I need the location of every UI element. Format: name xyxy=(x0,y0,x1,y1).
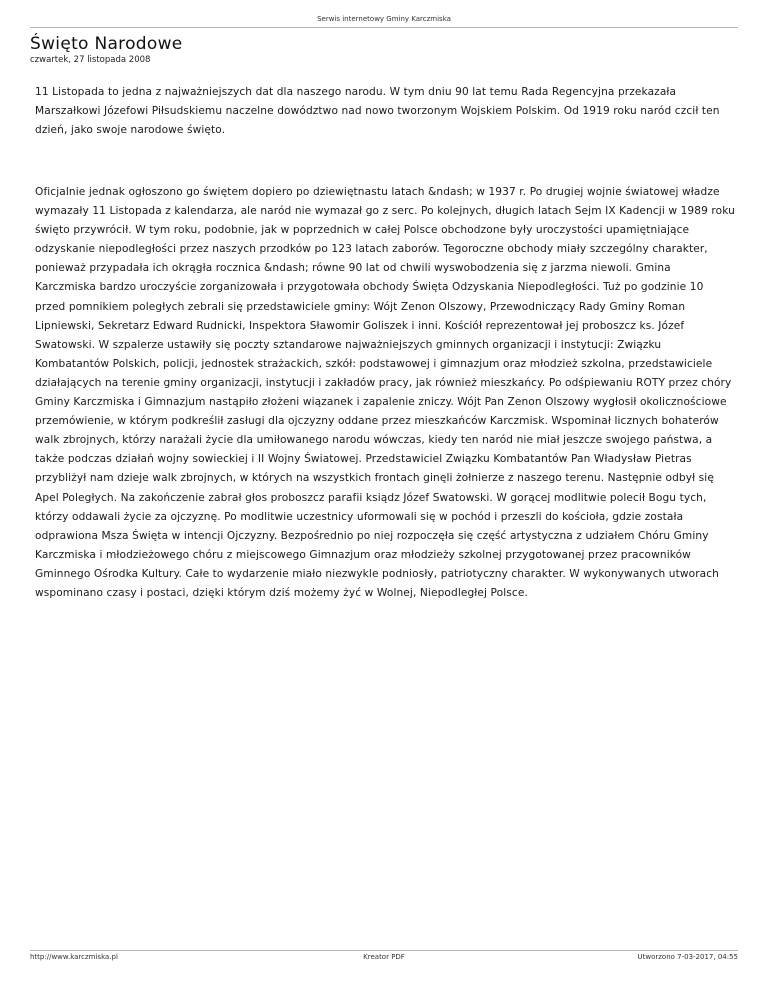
article-date: czwartek, 27 listopada 2008 xyxy=(30,55,151,65)
header-divider xyxy=(30,27,738,28)
article-paragraph-2: Oficjalnie jednak ogłoszono go świętem dopiero po dziewiętnastu latach &ndash; w 1937 r. Po drugiej wojnie światowej władze wymazały 11 Listopada z kalendarza, ale naród nie wymazał go z serc. Po kolejnych, długich latach Sejm IX Kadencji w 1989 roku święto przywrócił. W tym roku, podobnie, jak w poprzednich w całej Polsce obchodzone były uroczystości upamiętniające odzyskanie niepodległości przez naszych przodków po 123 latach zaborów. Tegoroczne obchody miały szczególny charakter, ponieważ przypadała ich okrągła rocznica &ndash; równe 90 lat od chwili wyswobodzenia się z jarzma niewoli. Gmina Karczmiska bardzo uroczyście zorganizowała i przygotowała obchody Święta Odzyskania Niepodległości. Tuż po godzinie 10 przed pomnikiem poległych zebrali się przedstawiciele gminy: Wójt Zenon Olszowy, Przewodniczący Rady Gminy Roman Lipniewski, Sekretarz Edward Rudnicki, Inspektora Sławomir Goliszek i inni. Kościół reprezentował jej proboszcz ks. Józef Swatowski. W szpalerze ustawiły się poczty sztandarowe najważniejszych gminnych organizacji i instytucji: Związku Kombatantów Polskich, policji, jednostek strażackich, szkół: podstawowej i gimnazjum oraz młodzież szkolna, przedstawiciele działających na terenie gminy organizacji, instytucji i zakładów pracy, jak również mieszkańcy. Po odśpiewaniu ROTY przez chóry Gminy Karczmiska i Gimnazjum nastąpiło złożeni wiązanek i zapalenie zniczy. Wójt Pan Zenon Olszowy wygłosił okolicznościowe przemówienie, w którym podkreślił zasługi dla ojczyzny oddane przez mieszkańców Karczmisk. Wspominał licznych bohaterów walk zbrojnych, którzy narażali życie dla umiłowanego narodu wówczas, kiedy ten naród nie miał jeszcze swojego państwa, a także podczas działań wojny sowieckiej i II Wojny Światowej. Przedstawiciel Związku Kombatantów Pan Władysław Pietras przybliżył nam dzieje walk zbrojnych, w których na wszystkich frontach ginęli żołnierze z naszego terenu. Następnie odbył się Apel Poległych. Na zakończenie zabrał głos proboszcz parafii ksiądz Józef Swatowski. W gorącej modlitwie polecił Bogu tych, którzy oddawali życie za ojczyznę. Po modlitwie uczestnicy uformowali się w pochód i przeszli do kościoła, gdzie została odprawiona Msza Święta w intencji Ojczyzny. Bezpośrednio po niej rozpoczęła się część artystyczna z udziałem Chóru Gminy Karczmiska i młodzieżowego chóru z miejscowego Gimnazjum oraz młodzieży szkolnej przygotowanej przez pracowników Gminnego Ośrodka Kultury. Całe to wydarzenie miało niezwykle podniosły, patriotyczny charakter. W wykonywanych utworach wspominano czasy i postaci, dzięki którym dziś możemy żyć w Wolnej, Niepodległej Polsce. xyxy=(35,186,735,599)
footer-generator: Kreator PDF xyxy=(363,953,405,961)
footer-url: http://www.karczmiska.pl xyxy=(30,953,118,961)
footer-divider xyxy=(30,950,738,951)
site-header-title: Serwis internetowy Gminy Karczmiska xyxy=(317,15,451,23)
article-paragraph-1: 11 Listopada to jedna z najważniejszych dat dla naszego narodu. W tym dniu 90 lat temu Rada Regencyjna przekazała Marszałkowi Józefowi Piłsudskiemu naczelne dowództwo nad nowo tworzonym Wojskiem Polskim. Od 1919 roku naród czcił ten dzień, jako swoje narodowe święto. xyxy=(35,86,720,137)
article-title: Święto Narodowe xyxy=(30,34,183,54)
footer-created-date: Utworzono 7-03-2017, 04:55 xyxy=(637,953,738,961)
